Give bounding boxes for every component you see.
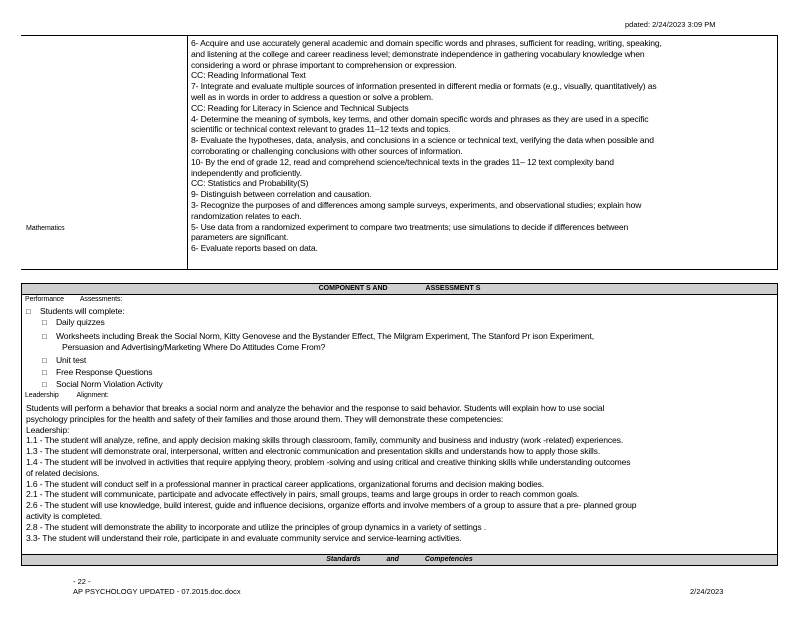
- competency-line: 1.1 - The student will analyze, refine, and apply decision making skills through classroom, family, community and business and industry (work -related) experiences.: [26, 435, 623, 446]
- standard-line: 5- Use data from a randomized experiment to compare two treatments; use simulations to decide if differences between: [191, 221, 629, 232]
- standard-line: 7- Integrate and evaluate multiple sources of information presented in different media or formats (e.g., visually, quantitatively) as: [191, 81, 657, 92]
- standard-line: and listening at the college and career readiness level; demonstrate independence in gathering vocabulary knowledge when: [191, 48, 645, 59]
- competency-line: 2.8 - The student will demonstrate the ability to incorporate and utilize the principles of group dynamics in a variety of settings .: [26, 521, 486, 532]
- standards-footer-bar: [22, 554, 777, 565]
- list-item: [42, 379, 163, 391]
- footer-competencies: Competencies: [424, 556, 473, 563]
- footer-and: and: [386, 556, 399, 563]
- standard-line: 10- By the end of grade 12, read and comprehend science/technical texts in the grades 11– 12 text complexity band: [191, 156, 614, 167]
- competency-line: Leadership:: [26, 424, 70, 435]
- leadership-text: Leadership: [25, 392, 59, 399]
- bullet-icon: □: [42, 380, 47, 389]
- bullet-icon: □: [42, 368, 47, 377]
- bullet-icon: □: [42, 356, 47, 365]
- bullet-icon: □: [42, 332, 47, 341]
- standard-line: CC: Reading for Literacy in Science and Technical Subjects: [191, 102, 409, 113]
- competency-line: 1.6 - The student will conduct self in a professional manner in practical career applications, organizational forums and decision making bodies.: [26, 478, 545, 489]
- list-item-text: Worksheets including Break the Social Norm, Kitty Genovese and the Bystander Effect, The Milgram Experiment, The Stanford Pr ison Experiment,: [56, 331, 595, 341]
- competencies-paragraph: [26, 403, 774, 543]
- list-item-text: Daily quizzes: [56, 317, 105, 327]
- assessments-text: Assessments:: [79, 296, 123, 303]
- page-number: - 22 -: [73, 577, 91, 586]
- standard-line: corroborating or challenging conclusions with other sources of information.: [191, 145, 463, 156]
- standard-line: 9- Distinguish between correlation and causation.: [191, 189, 372, 200]
- competency-line: of related decisions.: [26, 467, 100, 478]
- standard-line: scientific or technical context relevant to grades 11–12 texts and topics.: [191, 124, 451, 135]
- components-header: [22, 284, 777, 295]
- standard-line: CC: Statistics and Probability(S): [191, 178, 309, 189]
- standards-list: [191, 38, 773, 254]
- performance-text: Performance: [25, 296, 64, 303]
- competency-line: Students will perform a behavior that breaks a social norm and analyze the behavior and the response to said behavior. Students will explain how to use social: [26, 403, 605, 413]
- standard-line: CC: Reading Informational Text: [191, 70, 306, 81]
- standard-line: 4- Determine the meaning of symbols, key terms, and other domain specific words and phrases as they are used in a specific: [191, 113, 649, 124]
- list-item-text: Social Norm Violation Activity: [56, 379, 163, 389]
- standard-line: 6- Acquire and use accurately general academic and domain specific words and phrases, sufficient for reading, writing, speaking,: [191, 38, 662, 48]
- performance-label: [25, 296, 122, 303]
- components-header-left: COMPONENT S AND: [318, 285, 388, 292]
- competency-line: 1.3 - The student will demonstrate oral, interpersonal, written and electronic communication and presentation skills and understands how to apply those skills.: [26, 446, 601, 457]
- standard-line: well as in words in order to address a question or solve a problem.: [191, 91, 434, 102]
- standard-line: 3- Recognize the purposes of and differences among sample surveys, experiments, and observational studies; explain how: [191, 199, 642, 210]
- updated-stamp: pdated: 2/24/2023 3:09 PM: [625, 20, 716, 29]
- footer-date: 2/24/2023: [690, 587, 724, 596]
- standard-line: 8- Evaluate the hypotheses, data, analysis, and conclusions in a science or technical text, verifying the data when possible and: [191, 135, 654, 146]
- components-header-right: ASSESSMENT S: [425, 285, 481, 292]
- standard-line: randomization relates to each.: [191, 210, 302, 221]
- competency-line: 1.4 - The student will be involved in activities that require applying theory, problem -solving and using critical and creative thinking skills while understanding outcomes: [26, 456, 631, 467]
- column-divider: [187, 36, 188, 269]
- competency-line: activity is completed.: [26, 510, 102, 521]
- subject-label: Mathematics: [26, 225, 65, 232]
- list-item: [42, 367, 152, 379]
- list-item: [42, 355, 86, 367]
- footer-standards: Standards: [326, 556, 361, 563]
- components-assessments-box: [21, 283, 778, 566]
- competency-line: 2.6 - The student will use knowledge, build interest, guide and influence decisions, organize efforts and involve members of a group to assure that a pre- planned group: [26, 500, 637, 511]
- competency-line: 2.1 - The student will communicate, participate and advocate effectively in pairs, small groups, teams and large groups in order to reach common goals.: [26, 489, 580, 500]
- alignment-text: Alignment:: [76, 392, 109, 399]
- standards-table: [21, 35, 778, 270]
- bullet-icon: □: [42, 318, 47, 327]
- competency-line: psychology principles for the health and safety of their families and those around them. They will demonstrate these competencies:: [26, 413, 504, 424]
- list-item-text: Unit test: [56, 355, 87, 365]
- list-item-text: Free Response Questions: [56, 367, 153, 377]
- standard-line: independently and proficiently.: [191, 167, 302, 178]
- table-right-border: [777, 36, 778, 269]
- standard-line: parameters are significant.: [191, 232, 289, 243]
- bullet-icon: □: [26, 307, 31, 316]
- list-item-continuation: Persuasion and Advertising/Marketing Where Do Attitudes Come From?: [62, 342, 326, 352]
- standard-line: 6- Evaluate reports based on data.: [191, 243, 318, 254]
- standard-line: considering a word or phrase important to comprehension or expression.: [191, 59, 457, 70]
- document-filename: AP PSYCHOLOGY UPDATED - 07.2015.doc.docx: [73, 587, 241, 596]
- intro-text: Students will complete:: [40, 306, 125, 316]
- leadership-label: [25, 392, 109, 399]
- competency-line: 3.3- The student will understand their role, participate in and evaluate community service and service-learning activities.: [26, 532, 462, 543]
- list-item: [42, 317, 105, 329]
